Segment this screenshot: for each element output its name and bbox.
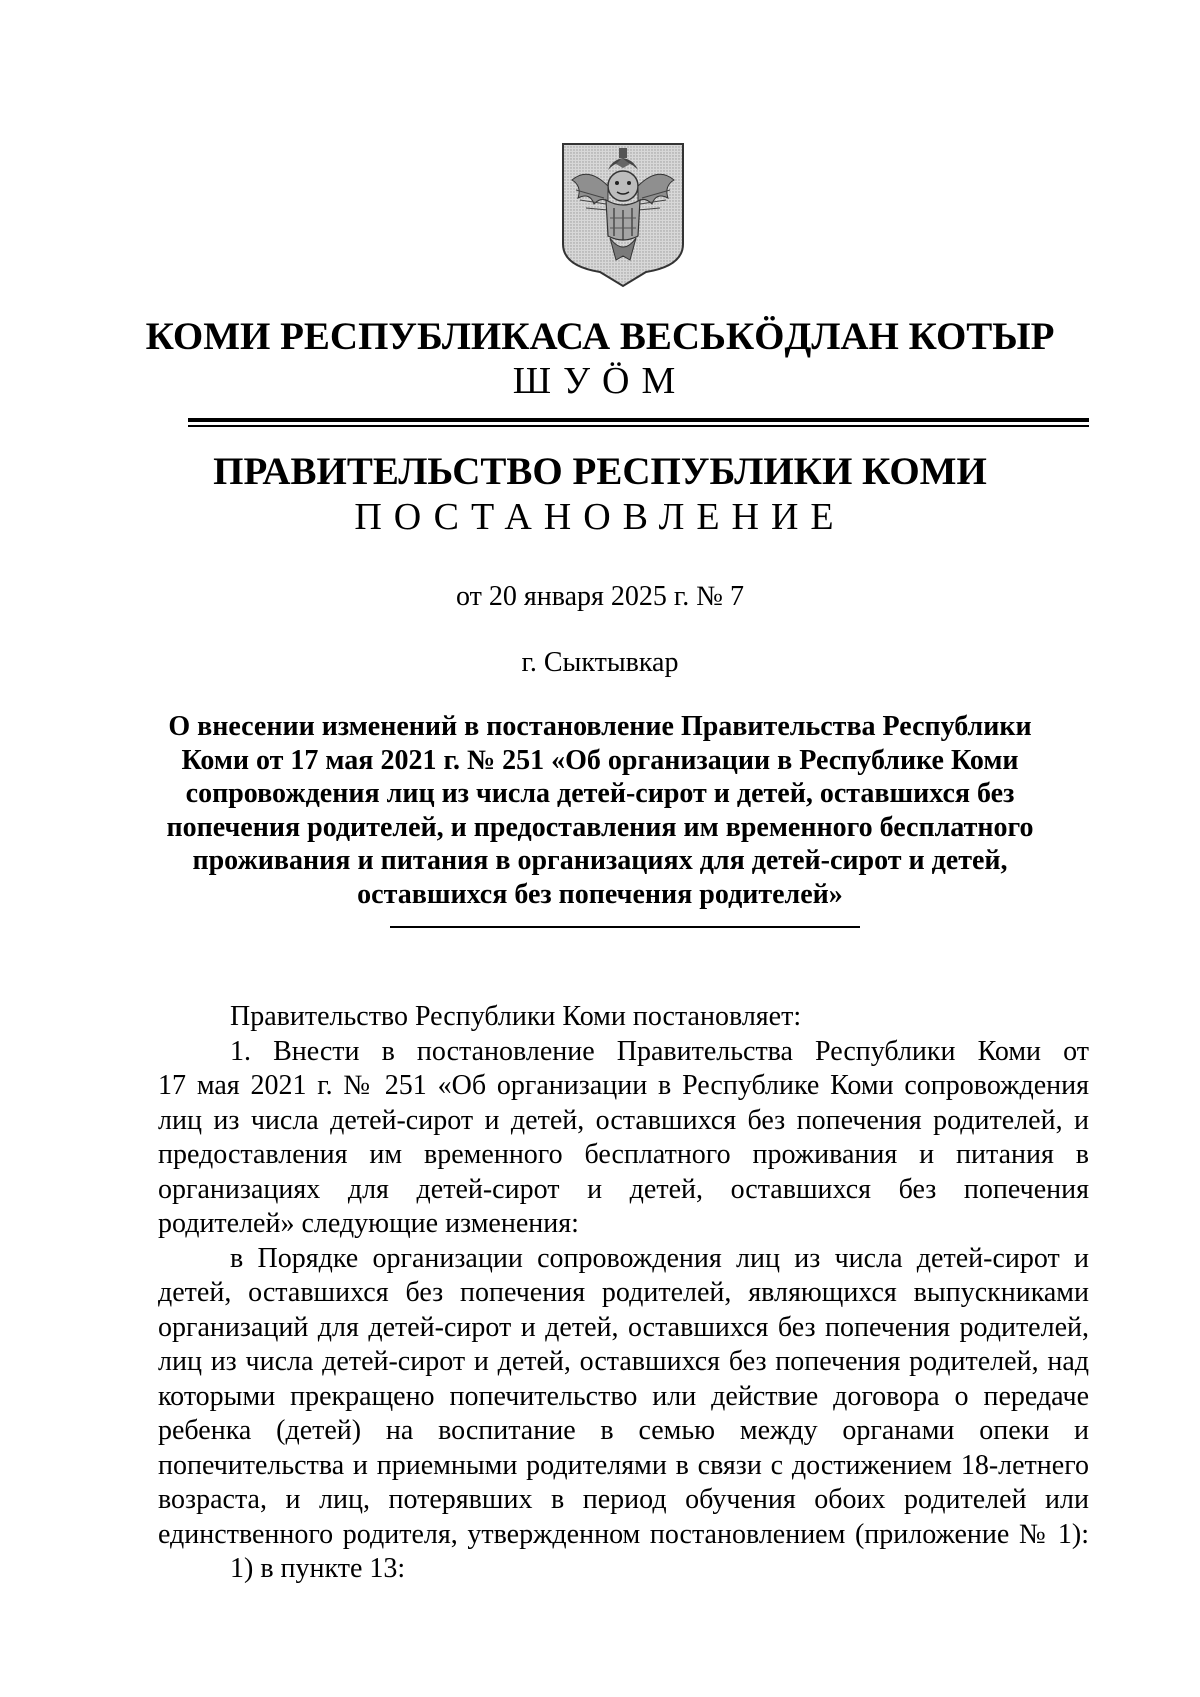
body-line: в Порядке организации сопровождения лиц из числа детей-сирот и [230, 1242, 1089, 1274]
body-line: 1. Внести в постановление Правительства Республики Коми от [230, 1035, 1089, 1067]
body-line: 1) в пункте 13: [230, 1553, 406, 1584]
body-line: попечительства и приемными родителями в связи с достижением 18-летнего [158, 1449, 1089, 1481]
body-line: возраста, и лиц, потерявших в период обучения обоих родителей или [158, 1484, 1089, 1515]
body-line: 17 мая 2021 г. № 251 «Об организации в Республике Коми сопровождения [158, 1070, 1089, 1101]
resolution-body [158, 1000, 1089, 1587]
body-line: Правительство Республики Коми постановляет: [230, 1001, 802, 1032]
body-line: организаций для детей-сирот и детей, оставшихся без попечения родителей, [158, 1311, 1089, 1343]
title-line: попечения родителей, и предоставления им временного бесплатного [166, 811, 1034, 843]
document-type: ПОСТАНОВЛЕНИЕ [354, 496, 846, 538]
body-line: предоставления им временного бесплатного проживания и питания в [158, 1139, 1089, 1170]
body-line: организациях для детей-сирот и детей, оставшихся без попечения [158, 1173, 1089, 1205]
header-divider-thick [188, 418, 1089, 422]
body-line: родителей» следующие изменения: [158, 1208, 579, 1239]
document-date-number: от 20 января 2025 г. № 7 [456, 581, 744, 612]
resolution-title [150, 710, 1050, 911]
body-line: ребенка (детей) на воспитание в семью между органами опеки и [158, 1415, 1089, 1446]
body-line: лиц из числа детей-сирот и детей, оставшихся без попечения родителей, над [158, 1346, 1089, 1377]
government-title: ПРАВИТЕЛЬСТВО РЕСПУБЛИКИ КОМИ [213, 450, 987, 493]
komi-government-title: КОМИ РЕСПУБЛИКАСА ВЕСЬКÖДЛАН КОТЫР [145, 315, 1055, 358]
title-line: Коми от 17 мая 2021 г. № 251 «Об организации в Республике Коми [181, 744, 1019, 776]
title-line: сопровождения лиц из числа детей-сирот и детей, оставшихся без [185, 778, 1015, 809]
header-divider-thin [188, 425, 1089, 427]
body-line: лиц из числа детей-сирот и детей, оставшихся без попечения родителей, и [158, 1104, 1089, 1136]
body-line: детей, оставшихся без попечения родителей, являющихся выпускниками [158, 1277, 1089, 1308]
document-city: г. Сыктывкар [521, 647, 679, 678]
body-line: единственного родителя, утвержденном постановлением (приложение № 1): [158, 1518, 1089, 1550]
komi-document-type: ШУÖМ [512, 360, 688, 402]
title-line: проживания и питания в организациях для детей-сирот и детей, [192, 845, 1008, 876]
body-line: которыми прекращено попечительство или действие договора о передаче [158, 1380, 1089, 1412]
title-line: оставшихся без попечения родителей» [357, 878, 843, 910]
title-line: О внесении изменений в постановление Правительства Республики [168, 711, 1032, 742]
title-underline [390, 926, 860, 928]
komi-coat-of-arms-icon [558, 140, 688, 288]
